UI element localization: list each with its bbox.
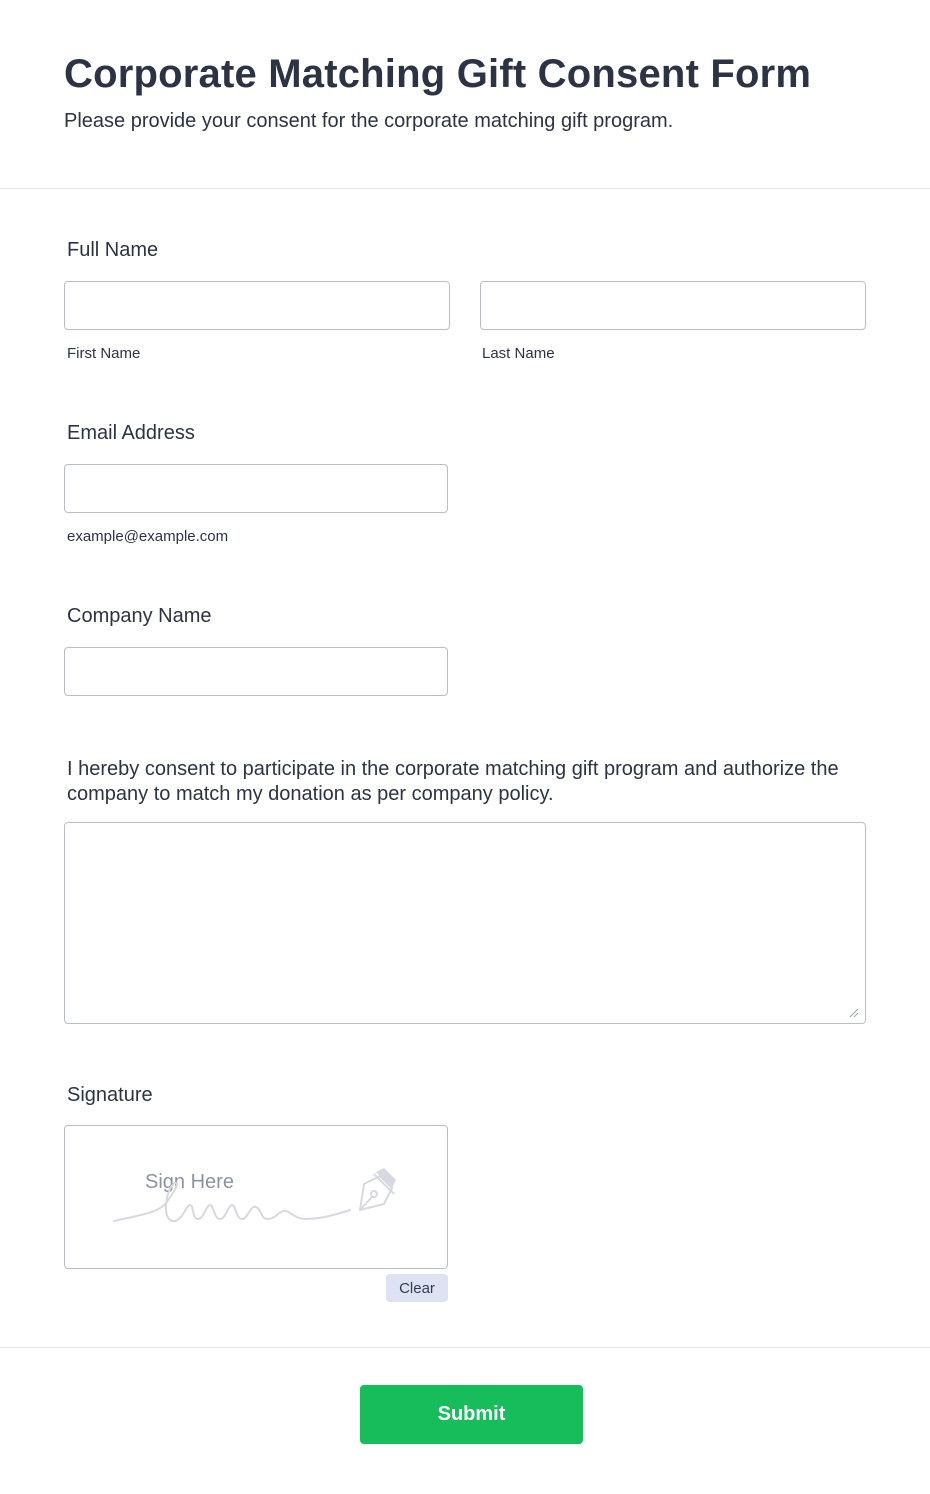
- signature-scribble-icon: [110, 1165, 400, 1230]
- signature-placeholder: Sign Here: [145, 1171, 234, 1193]
- page-title: Corporate Matching Gift Consent Form: [64, 52, 812, 96]
- last-name-sublabel: Last Name: [482, 345, 555, 362]
- footer-divider: [0, 1347, 930, 1348]
- company-label: Company Name: [67, 605, 212, 627]
- submit-button[interactable]: Submit: [360, 1385, 583, 1444]
- clear-signature-button[interactable]: Clear: [386, 1274, 448, 1302]
- first-name-input[interactable]: [64, 281, 450, 330]
- email-label: Email Address: [67, 422, 195, 444]
- first-name-sublabel: First Name: [67, 345, 141, 362]
- last-name-input[interactable]: [480, 281, 866, 330]
- email-input[interactable]: [64, 464, 448, 513]
- consent-label: I hereby consent to participate in the corporate matching gift program and authorize the company to match my donation as per company policy.: [67, 758, 839, 805]
- email-sublabel: example@example.com: [67, 528, 229, 545]
- signature-label: Signature: [67, 1084, 153, 1106]
- full-name-label: Full Name: [67, 239, 159, 261]
- page-subtitle: Please provide your consent for the corporate matching gift program.: [64, 110, 674, 132]
- form-header: [0, 0, 930, 189]
- company-input[interactable]: [64, 647, 448, 696]
- consent-textarea[interactable]: [64, 822, 866, 1024]
- resize-grip-icon[interactable]: [849, 1008, 859, 1018]
